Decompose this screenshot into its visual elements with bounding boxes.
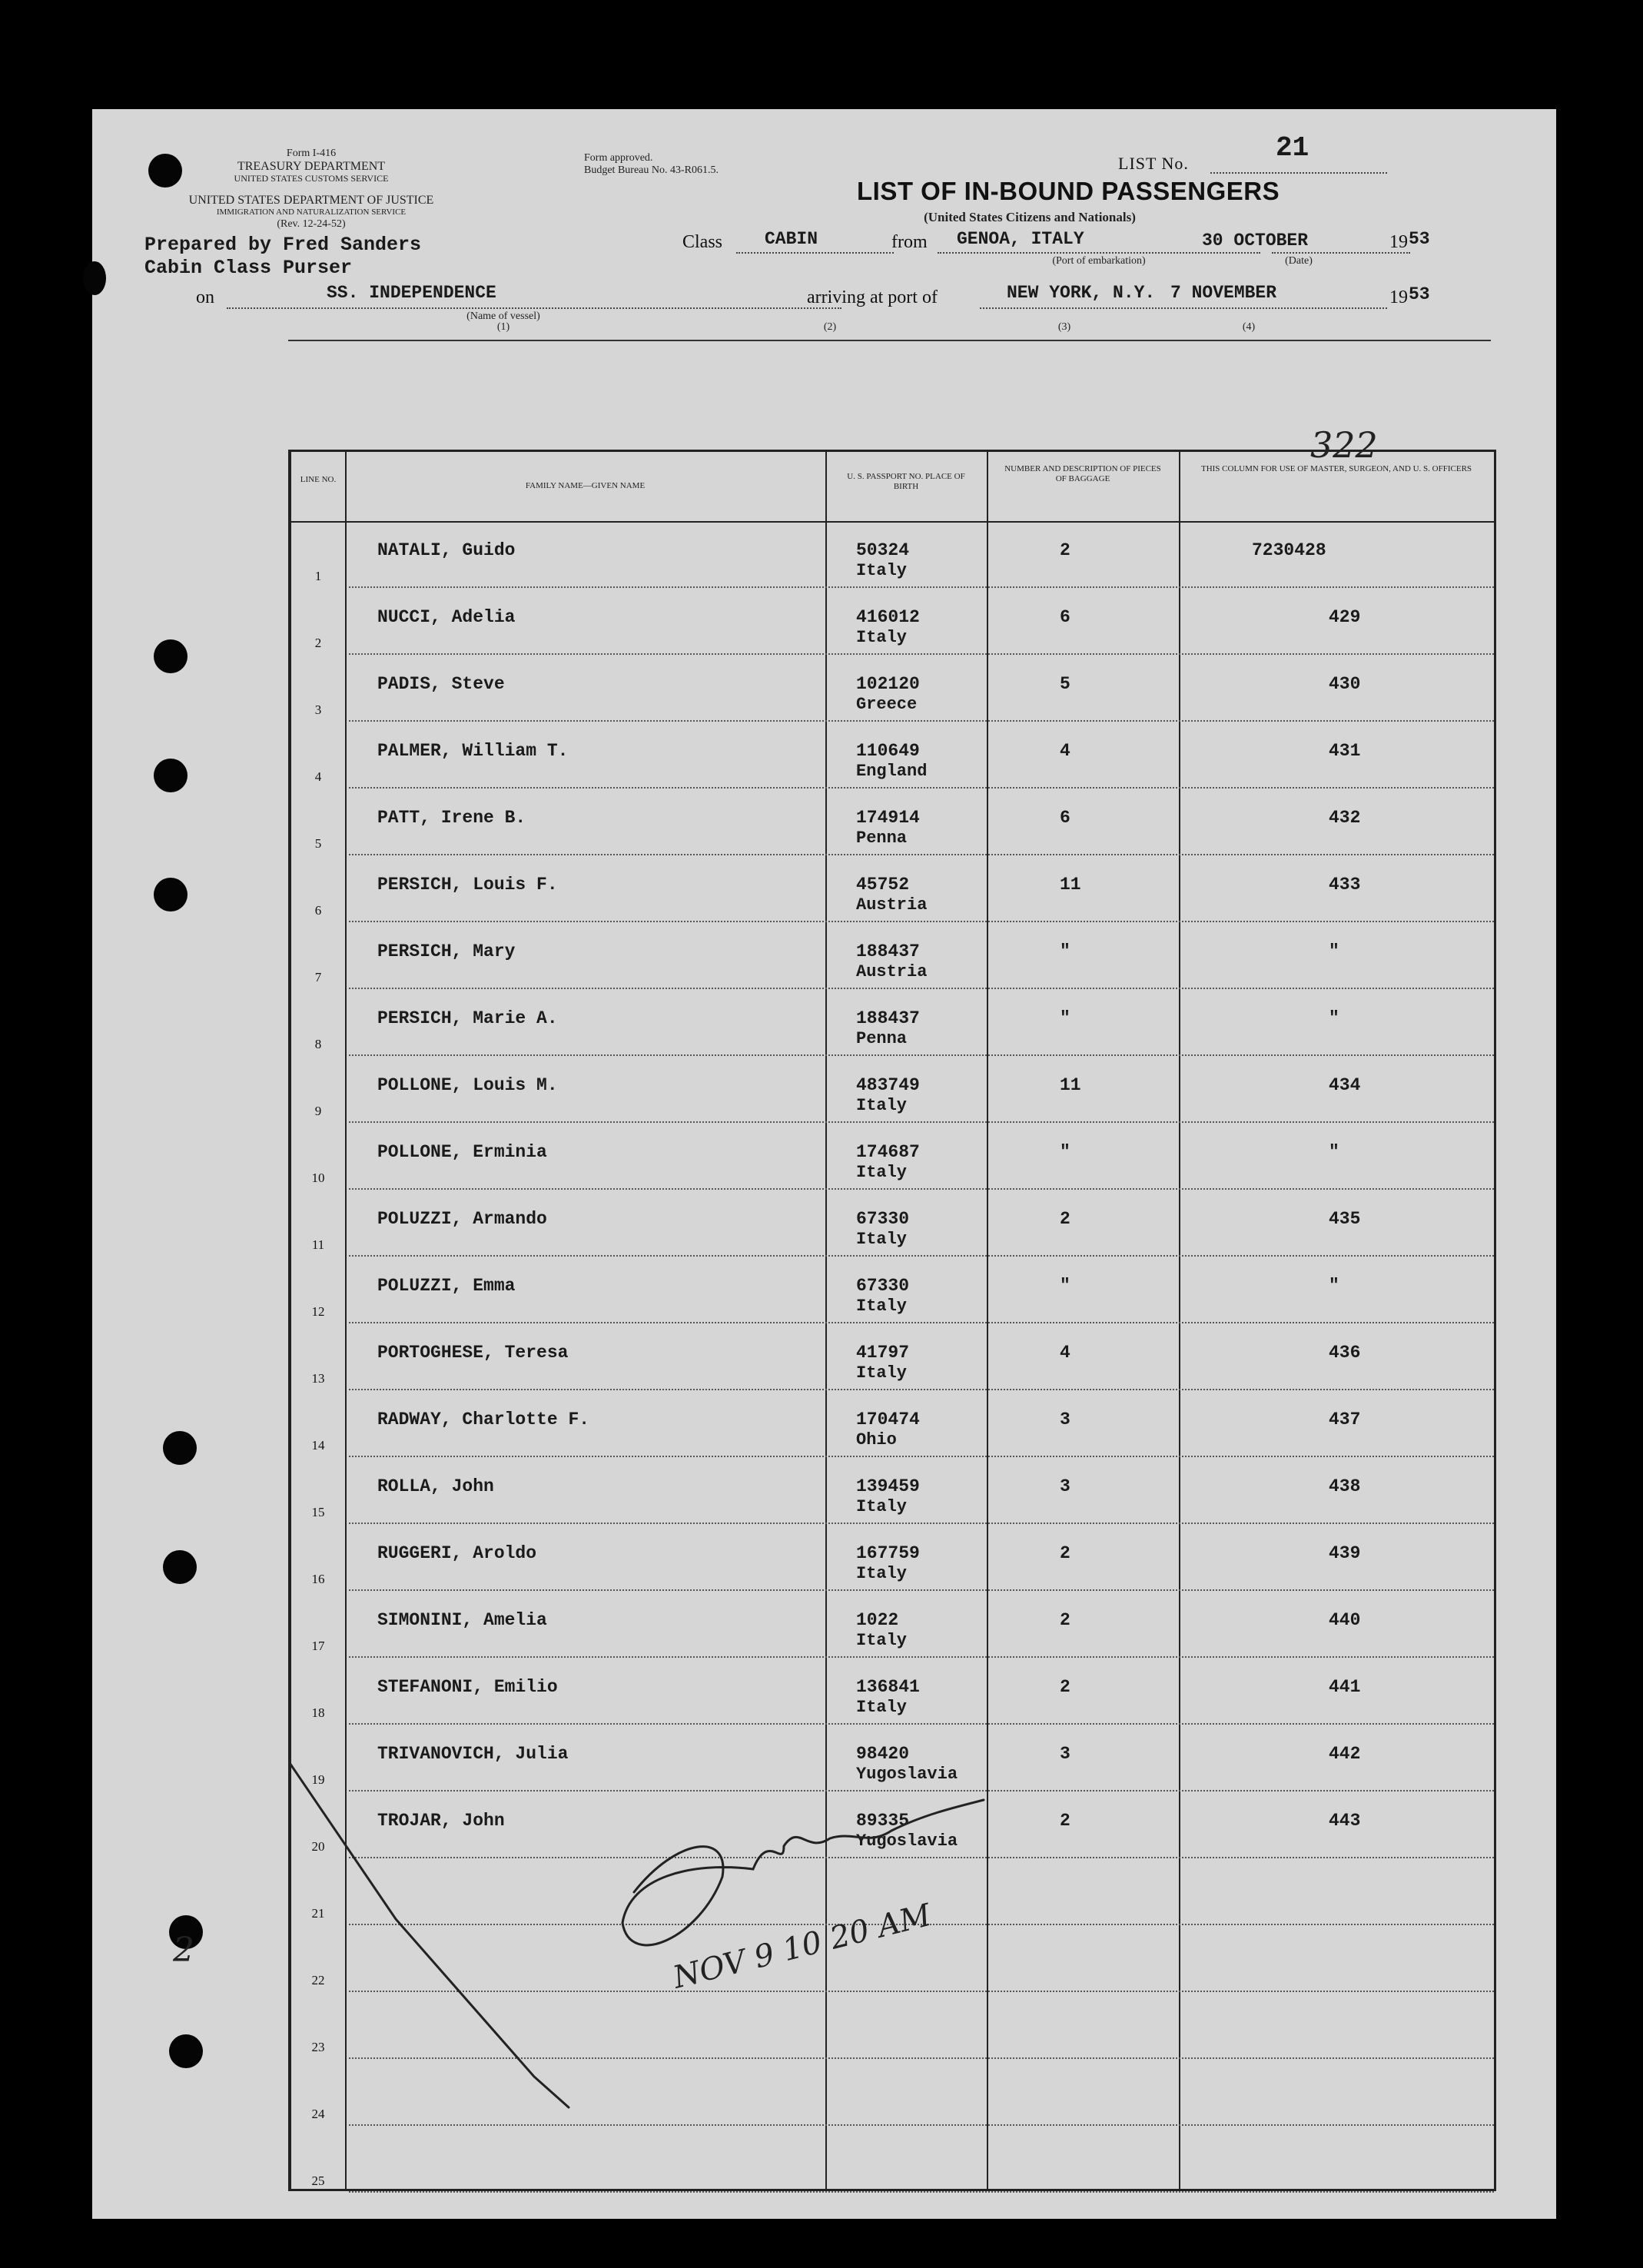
list-number: 21 <box>1276 132 1309 164</box>
passport-number: 139459 <box>856 1476 920 1496</box>
form-revision: (Rev. 12-24-52) <box>277 218 346 230</box>
passenger-name: ROLLA, John <box>377 1476 494 1496</box>
ins-service: IMMIGRATION AND NATURALIZATION SERVICE <box>216 208 407 217</box>
arriving-caption-number: (2) <box>823 321 837 333</box>
passport-number: 174687 <box>856 1142 920 1162</box>
handwritten-page-number: 322 <box>1310 424 1378 466</box>
baggage-count: 3 <box>1060 1476 1070 1496</box>
baggage-count: 3 <box>1060 1744 1070 1764</box>
place-of-birth: Italy <box>856 1297 908 1316</box>
vessel-caption-number: (1) <box>496 321 510 333</box>
line-number: 9 <box>314 1104 322 1118</box>
passenger-name: RADWAY, Charlotte F. <box>377 1410 590 1430</box>
baggage-count: 11 <box>1060 875 1081 895</box>
baggage-count: " <box>1060 1008 1070 1028</box>
margin-mark: 2 <box>173 1931 194 1970</box>
officer-notation: 443 <box>1329 1811 1361 1831</box>
manifest-sheet <box>92 109 1556 2219</box>
baggage-count: 6 <box>1060 607 1070 627</box>
passport-number: 67330 <box>856 1276 910 1296</box>
on-label: on <box>196 287 214 307</box>
port-of-arrival: NEW YORK, N.Y. <box>1007 283 1156 303</box>
place-of-birth: Italy <box>856 561 908 580</box>
place-of-birth: Yugoslavia <box>856 1831 958 1851</box>
arriving-label: arriving at port of <box>807 287 938 307</box>
prepared-by-line2: Cabin Class Purser <box>144 257 353 279</box>
passenger-name: TRIVANOVICH, Julia <box>377 1744 569 1764</box>
officer-notation: " <box>1329 1008 1339 1028</box>
date-caption: (Date) <box>1285 255 1313 267</box>
line-number: 24 <box>311 2107 325 2121</box>
baggage-count: 2 <box>1060 1811 1070 1831</box>
arrival-date: 7 NOVEMBER <box>1170 283 1277 303</box>
passport-number: 89335 <box>856 1811 910 1831</box>
line-number: 14 <box>311 1438 325 1453</box>
place-of-birth: Italy <box>856 1698 908 1717</box>
justice-dept: UNITED STATES DEPARTMENT OF JUSTICE <box>188 194 434 207</box>
arrival-year: 53 <box>1409 284 1430 304</box>
place-of-birth: Italy <box>856 1497 908 1516</box>
passenger-name: PERSICH, Marie A. <box>377 1008 558 1028</box>
baggage-count: 2 <box>1060 1610 1070 1630</box>
baggage-count: 4 <box>1060 741 1070 761</box>
line-number: 8 <box>314 1037 322 1051</box>
officer-notation: 439 <box>1329 1543 1361 1563</box>
baggage-count: 2 <box>1060 1209 1070 1229</box>
officer-notation: 436 <box>1329 1343 1361 1363</box>
document-subtitle: (United States Citizens and Nationals) <box>924 210 1136 224</box>
baggage-count: " <box>1060 1276 1070 1296</box>
document-title: LIST OF IN-BOUND PASSENGERS <box>857 177 1280 205</box>
date-caption-number: (4) <box>1242 321 1256 333</box>
place-of-birth: Italy <box>856 1564 908 1583</box>
passport-number: 188437 <box>856 941 920 961</box>
passenger-name: POLUZZI, Emma <box>377 1276 516 1296</box>
passport-number: 416012 <box>856 607 920 627</box>
line-number: 16 <box>311 1572 325 1586</box>
baggage-count: 11 <box>1060 1075 1081 1095</box>
cancel-stroke <box>290 1763 569 2107</box>
passenger-name: POLUZZI, Armando <box>377 1209 547 1229</box>
passenger-name: SIMONINI, Amelia <box>377 1610 547 1630</box>
passport-number: 110649 <box>856 741 920 761</box>
from-label: from <box>891 232 928 252</box>
line-number: 1 <box>314 569 322 583</box>
line-number: 17 <box>311 1639 325 1653</box>
column-header-baggage: NUMBER AND DESCRIPTION OF PIECES OF BAGGAGE <box>1004 464 1161 483</box>
form-approved: Form approved. <box>584 152 653 164</box>
line-number: 25 <box>311 2173 325 2188</box>
baggage-count: 2 <box>1060 1677 1070 1697</box>
officer-notation: 434 <box>1329 1075 1361 1095</box>
passenger-name: PERSICH, Louis F. <box>377 875 558 895</box>
place-of-birth: Italy <box>856 628 908 647</box>
line-number: 15 <box>311 1505 325 1519</box>
officer-notation: " <box>1329 941 1339 961</box>
column-header-passport: U. S. PASSPORT NO. PLACE OF BIRTH <box>847 472 965 491</box>
place-of-birth: Penna <box>856 829 908 848</box>
place-of-birth: England <box>856 762 928 781</box>
passport-number: 1022 <box>856 1610 899 1630</box>
passenger-name: PALMER, William T. <box>377 741 569 761</box>
baggage-count: 2 <box>1060 540 1070 560</box>
officer-notation: 442 <box>1329 1744 1361 1764</box>
passport-number: 67330 <box>856 1209 910 1229</box>
passenger-name: NUCCI, Adelia <box>377 607 516 627</box>
passport-number: 50324 <box>856 540 910 560</box>
officer-notation: 435 <box>1329 1209 1361 1229</box>
officer-notation: 433 <box>1329 875 1361 895</box>
passenger-name: NATALI, Guido <box>377 540 516 560</box>
passport-number: 483749 <box>856 1075 920 1095</box>
vessel-name: SS. INDEPENDENCE <box>327 283 496 303</box>
port-embark-caption: (Port of embarkation) <box>1052 255 1146 267</box>
column-header-line: LINE NO. <box>300 475 337 484</box>
prepared-by-line1: Prepared by Fred Sanders <box>144 234 422 256</box>
line-number: 10 <box>311 1171 325 1185</box>
place-of-birth: Yugoslavia <box>856 1765 958 1784</box>
line-number: 12 <box>311 1304 325 1319</box>
baggage-count: 3 <box>1060 1410 1070 1430</box>
passenger-name: POLLONE, Erminia <box>377 1142 547 1162</box>
baggage-count: 5 <box>1060 674 1070 694</box>
passport-number: 45752 <box>856 875 910 895</box>
list-no-label: LIST No. <box>1118 154 1189 173</box>
officer-notation: 440 <box>1329 1610 1361 1630</box>
line-number: 11 <box>311 1237 325 1252</box>
line-number: 19 <box>311 1772 325 1787</box>
port-caption-number: (3) <box>1057 321 1071 333</box>
baggage-count: 6 <box>1060 808 1070 828</box>
officer-notation: 431 <box>1329 741 1361 761</box>
line-number: 7 <box>314 970 322 985</box>
baggage-count: " <box>1060 941 1070 961</box>
passport-number: 41797 <box>856 1343 910 1363</box>
line-number: 23 <box>311 2040 325 2054</box>
form-number: Form I-416 <box>286 148 337 159</box>
line-number: 18 <box>311 1705 325 1720</box>
place-of-birth: Austria <box>856 962 928 981</box>
arrival-year-prefix: 19 <box>1389 287 1408 307</box>
embark-year-prefix: 19 <box>1389 232 1408 252</box>
place-of-birth: Italy <box>856 1163 908 1182</box>
line-number: 5 <box>314 836 322 851</box>
line-number: 6 <box>314 903 322 918</box>
place-of-birth: Italy <box>856 1096 908 1115</box>
officer-notation: 7230428 <box>1252 540 1326 560</box>
embark-date: 30 OCTOBER <box>1202 231 1309 251</box>
budget-bureau: Budget Bureau No. 43-R061.5. <box>584 164 719 176</box>
class-value: CABIN <box>765 229 818 249</box>
passport-number: 102120 <box>856 674 920 694</box>
column-header-officers: THIS COLUMN FOR USE OF MASTER, SURGEON, AND U. S. OFFICERS <box>1200 464 1472 473</box>
vessel-caption: (Name of vessel) <box>466 310 540 322</box>
passport-number: 136841 <box>856 1677 920 1697</box>
passenger-name: RUGGERI, Aroldo <box>377 1543 537 1563</box>
passport-number: 170474 <box>856 1410 920 1430</box>
place-of-birth: Italy <box>856 1631 908 1650</box>
officer-notation: " <box>1329 1276 1339 1296</box>
officer-notation: " <box>1329 1142 1339 1162</box>
baggage-count: 2 <box>1060 1543 1070 1563</box>
handwriting-overlay <box>92 109 1556 2219</box>
place-of-birth: Ohio <box>856 1430 897 1449</box>
officer-notation: 429 <box>1329 607 1361 627</box>
passenger-name: TROJAR, John <box>377 1811 505 1831</box>
port-of-embarkation: GENOA, ITALY <box>957 229 1084 249</box>
passenger-name: STEFANONI, Emilio <box>377 1677 558 1697</box>
line-number: 3 <box>314 702 322 717</box>
officer-notation: 430 <box>1329 674 1361 694</box>
baggage-count: " <box>1060 1142 1070 1162</box>
line-number: 4 <box>314 769 322 784</box>
passenger-name: PADIS, Steve <box>377 674 505 694</box>
officer-notation: 441 <box>1329 1677 1361 1697</box>
passenger-name: PERSICH, Mary <box>377 941 516 961</box>
officer-notation: 438 <box>1329 1476 1361 1496</box>
place-of-birth: Penna <box>856 1029 908 1048</box>
officer-notation: 432 <box>1329 808 1361 828</box>
line-number: 21 <box>311 1906 325 1921</box>
passport-number: 167759 <box>856 1543 920 1563</box>
line-number: 2 <box>314 636 322 650</box>
line-number: 13 <box>311 1371 325 1386</box>
embark-year: 53 <box>1409 229 1430 249</box>
passport-number: 98420 <box>856 1744 910 1764</box>
passport-number: 188437 <box>856 1008 920 1028</box>
baggage-count: 4 <box>1060 1343 1070 1363</box>
received-stamp: NOV 9 10 20 AM <box>669 1897 935 1996</box>
class-label: Class <box>682 232 723 252</box>
line-number: 20 <box>311 1839 325 1854</box>
treasury-dept: TREASURY DEPARTMENT <box>237 160 386 173</box>
line-number: 22 <box>311 1973 325 1987</box>
passenger-name: PORTOGHESE, Teresa <box>377 1343 569 1363</box>
customs-service: UNITED STATES CUSTOMS SERVICE <box>234 173 389 184</box>
place-of-birth: Austria <box>856 895 928 915</box>
place-of-birth: Italy <box>856 1230 908 1249</box>
place-of-birth: Italy <box>856 1363 908 1383</box>
passenger-name: PATT, Irene B. <box>377 808 526 828</box>
passport-number: 174914 <box>856 808 920 828</box>
column-header-name: FAMILY NAME—GIVEN NAME <box>525 481 646 490</box>
passenger-name: POLLONE, Louis M. <box>377 1075 558 1095</box>
officer-notation: 437 <box>1329 1410 1361 1430</box>
place-of-birth: Greece <box>856 695 918 714</box>
